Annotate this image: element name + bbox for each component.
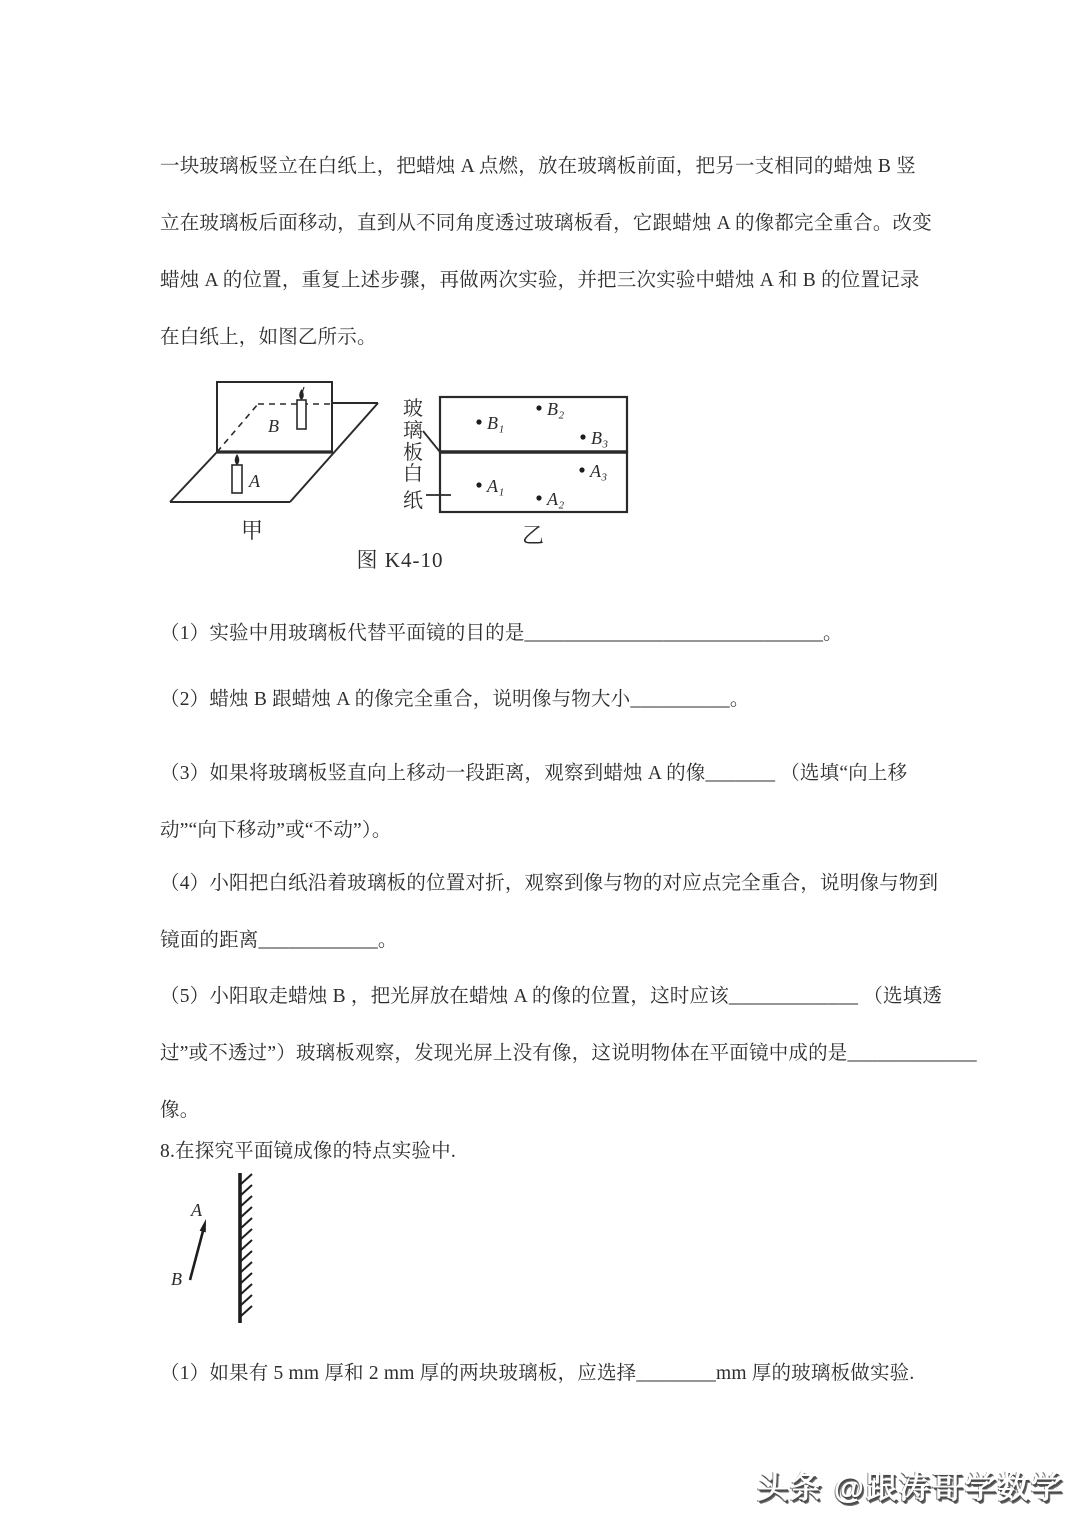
intro-line-4: 在白纸上，如图乙所示。 [160,327,377,348]
candle-b [297,387,306,429]
diagram-jia-label: 甲 [241,518,266,543]
candle-a-label: A [249,471,260,491]
candle-b-label: B [268,416,279,436]
question-5 [160,968,977,1139]
figure-k4-10 [160,373,650,551]
arrow-label-a: A [191,1200,202,1220]
question-1: （1）实验中用玻璃板代替平面镜的目的是______________________________。 [160,623,843,644]
point-a2-label: A₂ [547,489,565,509]
diagram-yi-label: 乙 [522,523,547,548]
intro-paragraph [160,138,932,366]
glass-label-leader [423,431,440,452]
figure-caption: 图 K4-10 [356,548,444,572]
svg-text:纸: 纸 [403,490,423,512]
question-3-line-2: 动”“向下移动”或“不动”）。 [160,820,392,841]
problem-8-q1: （1）如果有 5 mm 厚和 2 mm 厚的两块玻璃板，应选择________mm 厚的玻璃板做实验. [160,1363,915,1384]
point-b1-label: B₁ [487,413,505,433]
point-b2-label: B₂ [547,399,565,419]
question-4-line-2: 镜面的距离____________。 [160,930,398,951]
intro-line-2: 立在玻璃板后面移动，直到从不同角度透过玻璃板看，它跟蜡烛 A 的像都完全重合。改变 [160,213,932,234]
diagram-yi [423,397,627,512]
paper-label [403,462,423,512]
arrow-object-head [200,1219,206,1232]
point-b3-label: B₃ [591,428,609,448]
candle-a [232,454,242,493]
question-2: （2）蜡烛 B 跟蜡烛 A 的像完全重合，说明像与物大小__________。 [160,689,750,710]
question-4-line-1: （4）小阳把白纸沿着玻璃板的位置对折，观察到像与物的对应点完全重合，说明像与物到 [160,873,939,894]
question-5-line-3: 像。 [160,1100,200,1121]
problem-8-title: 8.在探究平面镜成像的特点实验中. [160,1141,456,1162]
question-5-line-1: （5）小阳取走蜡烛 B ，把光屏放在蜡烛 A 的像的位置，这时应该_____________ （选填透 [160,986,943,1007]
intro-line-1: 一块玻璃板竖立在白纸上，把蜡烛 A 点燃，放在玻璃板前面，把另一支相同的蜡烛 B 竖 [160,156,916,177]
intro-line-3: 蜡烛 A 的位置，重复上述步骤，再做两次实验，并把三次实验中蜡烛 A 和 B 的位置记录 [160,270,920,291]
arrow-object-line [190,1231,203,1280]
svg-text:玻: 玻 [403,398,423,420]
svg-text:白: 白 [403,463,423,485]
mirror-hatching [241,1174,252,1316]
glass-label [403,397,423,464]
point-a3-label: A₃ [590,461,608,481]
point-a1-label: A₁ [487,476,505,496]
mirror-diagram [160,1170,290,1335]
question-5-line-2: 过”或不透过”）玻璃板观察，发现光屏上没有像，这说明物体在平面镜中成的是_____________ [160,1043,977,1064]
watermark: 头条 @跟涛哥学数学 [757,1470,1064,1505]
question-3 [160,745,907,859]
question-3-line-1: （3）如果将玻璃板竖直向上移动一段距离，观察到蜡烛 A 的像_______ （选填“向上移 [160,763,908,784]
diagram-jia [170,382,378,502]
svg-text:璃: 璃 [403,420,423,442]
arrow-label-b: B [171,1269,182,1289]
svg-text:板: 板 [403,442,423,464]
question-4 [160,855,938,969]
